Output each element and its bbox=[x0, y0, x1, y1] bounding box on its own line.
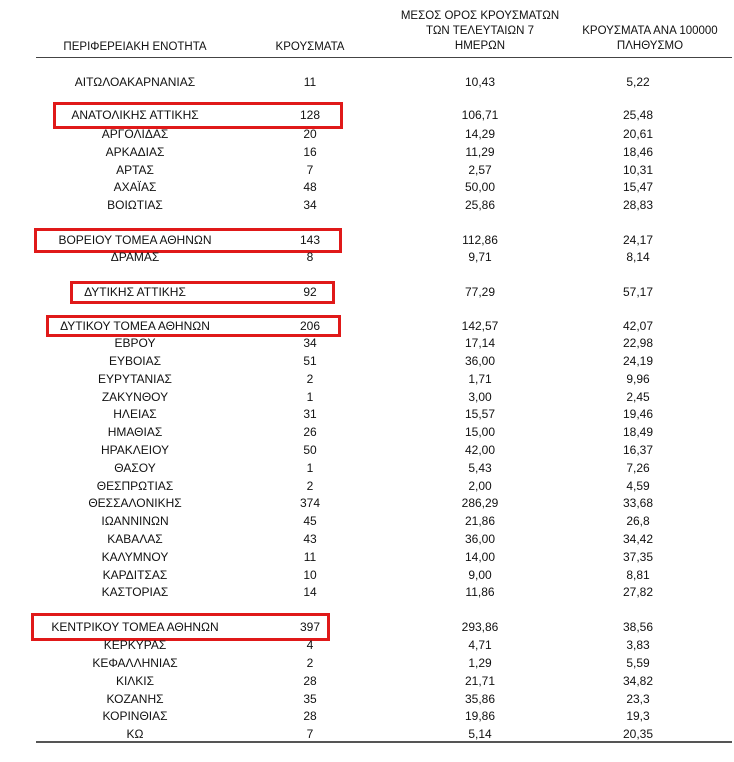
region-name-cell: ΒΟΙΩΤΙΑΣ bbox=[107, 198, 163, 212]
table-row bbox=[0, 370, 734, 388]
per-100000-cell: 18,46 bbox=[622, 145, 654, 159]
region-name-cell: ΕΥΡΥΤΑΝΙΑΣ bbox=[98, 372, 172, 386]
cases-cell: 143 bbox=[299, 233, 321, 247]
cases-cell: 50 bbox=[303, 443, 317, 457]
cases-cell: 14 bbox=[303, 585, 317, 599]
average-cell: 9,00 bbox=[468, 568, 492, 582]
header-7day-average bbox=[385, 9, 575, 54]
table-row bbox=[0, 636, 734, 654]
region-name-cell: ΚΕΦΑΛΛΗΝΙΑΣ bbox=[92, 656, 178, 670]
cases-cell: 128 bbox=[299, 108, 321, 122]
average-cell: 21,71 bbox=[464, 674, 496, 688]
table-row bbox=[0, 125, 734, 143]
per-100000-cell: 28,83 bbox=[622, 198, 654, 212]
header-cases-per-100000 bbox=[560, 24, 734, 54]
region-name-cell: ΘΕΣΣΑΛΟΝΙΚΗΣ bbox=[88, 496, 182, 510]
table-row bbox=[0, 352, 734, 370]
per-100000-cell: 20,35 bbox=[622, 727, 654, 741]
average-cell: 10,43 bbox=[464, 75, 496, 89]
cases-cell: 397 bbox=[299, 620, 321, 634]
average-cell: 17,14 bbox=[464, 336, 496, 350]
table-row bbox=[0, 707, 734, 725]
per-100000-cell: 5,59 bbox=[626, 656, 650, 670]
average-cell: 77,29 bbox=[464, 285, 496, 299]
region-name-cell: ΖΑΚΥΝΘΟΥ bbox=[101, 390, 169, 404]
cases-cell: 11 bbox=[303, 75, 317, 89]
table-row bbox=[0, 441, 734, 459]
average-cell: 15,57 bbox=[464, 407, 496, 421]
region-name-cell: ΔΥΤΙΚΟΥ ΤΟΜΕΑ ΑΘΗΝΩΝ bbox=[60, 319, 210, 333]
table-row bbox=[0, 143, 734, 161]
average-cell: 1,71 bbox=[468, 372, 492, 386]
region-name-cell: ΑΝΑΤΟΛΙΚΗΣ ΑΤΤΙΚΗΣ bbox=[71, 108, 199, 122]
cases-cell: 2 bbox=[306, 372, 314, 386]
per-100000-cell: 2,45 bbox=[626, 390, 650, 404]
per-100000-cell: 20,61 bbox=[622, 127, 654, 141]
average-cell: 15,00 bbox=[464, 425, 496, 439]
cases-cell: 45 bbox=[303, 514, 317, 528]
per-100000-cell: 34,42 bbox=[622, 532, 654, 546]
cases-cell: 374 bbox=[299, 496, 321, 510]
per-100000-cell: 22,98 bbox=[622, 336, 654, 350]
cases-cell: 26 bbox=[303, 425, 317, 439]
average-cell: 25,86 bbox=[464, 198, 496, 212]
cases-cell: 11 bbox=[303, 550, 317, 564]
table-row bbox=[0, 334, 734, 352]
table-row bbox=[0, 196, 734, 214]
per-100000-cell: 57,17 bbox=[622, 285, 654, 299]
average-cell: 293,86 bbox=[461, 620, 499, 634]
table-row bbox=[0, 283, 734, 301]
region-name-cell: ΗΡΑΚΛΕΙΟΥ bbox=[100, 443, 170, 457]
per-100000-cell: 18,49 bbox=[622, 425, 654, 439]
table-row bbox=[0, 690, 734, 708]
average-cell: 1,29 bbox=[468, 656, 492, 670]
cases-cell: 43 bbox=[303, 532, 317, 546]
cases-cell: 8 bbox=[306, 250, 314, 264]
cases-cell: 51 bbox=[303, 354, 317, 368]
average-cell: 11,86 bbox=[465, 585, 495, 599]
table-row bbox=[0, 566, 734, 584]
table-row bbox=[0, 548, 734, 566]
per-100000-cell: 19,3 bbox=[626, 709, 650, 723]
region-name-cell: ΙΩΑΝΝΙΝΩΝ bbox=[101, 514, 169, 528]
region-name-cell: ΚΕΡΚΥΡΑΣ bbox=[103, 638, 167, 652]
cases-cell: 16 bbox=[303, 145, 317, 159]
header-avg-line-2: ΤΩΝ ΤΕΛΕΥΤΑΙΩΝ 7 bbox=[426, 25, 534, 37]
region-name-cell: ΑΙΤΩΛΟΑΚΑΡΝΑΝΙΑΣ bbox=[74, 75, 196, 89]
cases-cell: 7 bbox=[306, 163, 314, 177]
region-name-cell: ΚΑΛΥΜΝΟΥ bbox=[101, 550, 169, 564]
per-100000-cell: 38,56 bbox=[622, 620, 654, 634]
table-bottom-rule bbox=[36, 741, 732, 743]
average-cell: 4,71 bbox=[468, 638, 492, 652]
region-name-cell: ΚΟΡΙΝΘΙΑΣ bbox=[102, 709, 168, 723]
cases-cell: 2 bbox=[306, 479, 314, 493]
average-cell: 36,00 bbox=[464, 354, 496, 368]
average-cell: 2,57 bbox=[468, 163, 492, 177]
average-cell: 3,00 bbox=[468, 390, 492, 404]
average-cell: 11,29 bbox=[465, 145, 495, 159]
average-cell: 14,29 bbox=[464, 127, 496, 141]
region-name-cell: ΒΟΡΕΙΟΥ ΤΟΜΕΑ ΑΘΗΝΩΝ bbox=[58, 233, 212, 247]
table-row bbox=[0, 618, 734, 636]
per-100000-cell: 10,31 bbox=[622, 163, 654, 177]
header-per-line-1: ΚΡΟΥΣΜΑΤΑ ΑΝΑ 100000 bbox=[582, 25, 718, 37]
region-name-cell: ΔΥΤΙΚΗΣ ΑΤΤΙΚΗΣ bbox=[84, 285, 186, 299]
average-cell: 19,86 bbox=[464, 709, 496, 723]
cases-cell: 1 bbox=[306, 461, 314, 475]
cases-cell: 20 bbox=[303, 127, 317, 141]
per-100000-cell: 42,07 bbox=[622, 319, 654, 333]
per-100000-cell: 9,96 bbox=[626, 372, 650, 386]
per-100000-cell: 8,81 bbox=[626, 568, 650, 582]
table-row bbox=[0, 106, 734, 124]
region-name-cell: ΚΙΛΚΙΣ bbox=[115, 674, 155, 688]
header-avg-line-1: ΜΕΣΟΣ ΟΡΟΣ ΚΡΟΥΣΜΑΤΩΝ bbox=[400, 10, 560, 22]
region-name-cell: ΕΒΡΟΥ bbox=[114, 336, 156, 350]
region-name-cell: ΘΕΣΠΡΩΤΙΑΣ bbox=[96, 479, 174, 493]
table-row bbox=[0, 73, 734, 91]
region-name-cell: ΑΧΑΪΑΣ bbox=[113, 180, 157, 194]
per-100000-cell: 7,26 bbox=[626, 461, 650, 475]
cases-cell: 1 bbox=[306, 390, 314, 404]
region-name-cell: ΚΑΣΤΟΡΙΑΣ bbox=[101, 585, 169, 599]
per-100000-cell: 23,3 bbox=[626, 692, 650, 706]
header-divider bbox=[36, 57, 732, 58]
cases-cell: 34 bbox=[303, 198, 317, 212]
header-cases: ΚΡΟΥΣΜΑΤΑ bbox=[275, 41, 345, 53]
region-name-cell: ΚΑΒΑΛΑΣ bbox=[107, 532, 163, 546]
table-row bbox=[0, 477, 734, 495]
per-100000-cell: 19,46 bbox=[622, 407, 654, 421]
average-cell: 50,00 bbox=[464, 180, 496, 194]
per-100000-cell: 26,8 bbox=[626, 514, 650, 528]
cases-cell: 34 bbox=[303, 336, 317, 350]
average-cell: 42,00 bbox=[464, 443, 496, 457]
cases-cell: 31 bbox=[303, 407, 317, 421]
table-row bbox=[0, 512, 734, 530]
region-name-cell: ΔΡΑΜΑΣ bbox=[110, 250, 160, 264]
average-cell: 14,00 bbox=[464, 550, 496, 564]
table-row bbox=[0, 672, 734, 690]
table-row bbox=[0, 583, 734, 601]
cases-cell: 92 bbox=[303, 285, 317, 299]
per-100000-cell: 8,14 bbox=[626, 250, 650, 264]
table-row bbox=[0, 494, 734, 512]
average-cell: 21,86 bbox=[464, 514, 496, 528]
header-avg-line-3: ΗΜΕΡΩΝ bbox=[454, 40, 506, 52]
per-100000-cell: 34,82 bbox=[622, 674, 654, 688]
table-row bbox=[0, 248, 734, 266]
per-100000-cell: 24,19 bbox=[622, 354, 654, 368]
region-name-cell: ΗΛΕΙΑΣ bbox=[113, 407, 157, 421]
cases-cell: 28 bbox=[303, 674, 317, 688]
average-cell: 286,29 bbox=[461, 496, 499, 510]
region-name-cell: ΑΡΚΑΔΙΑΣ bbox=[105, 145, 165, 159]
per-100000-cell: 25,48 bbox=[622, 108, 654, 122]
average-cell: 36,00 bbox=[464, 532, 496, 546]
average-cell: 112,86 bbox=[462, 233, 498, 247]
table-row bbox=[0, 530, 734, 548]
region-name-cell: ΚΟΖΑΝΗΣ bbox=[106, 692, 164, 706]
table-row bbox=[0, 178, 734, 196]
per-100000-cell: 15,47 bbox=[622, 180, 654, 194]
region-name-cell: ΗΜΑΘΙΑΣ bbox=[107, 425, 163, 439]
average-cell: 5,14 bbox=[468, 727, 492, 741]
region-name-cell: ΕΥΒΟΙΑΣ bbox=[108, 354, 162, 368]
cases-cell: 7 bbox=[306, 727, 314, 741]
per-100000-cell: 27,82 bbox=[622, 585, 654, 599]
cases-cell: 2 bbox=[306, 656, 314, 670]
table-row bbox=[0, 654, 734, 672]
region-name-cell: ΑΡΓΟΛΙΔΑΣ bbox=[101, 127, 169, 141]
average-cell: 2,00 bbox=[468, 479, 492, 493]
cases-cell: 4 bbox=[306, 638, 314, 652]
table-row bbox=[0, 459, 734, 477]
table-row bbox=[0, 423, 734, 441]
table-row bbox=[0, 317, 734, 335]
table-row bbox=[0, 161, 734, 179]
per-100000-cell: 5,22 bbox=[626, 75, 650, 89]
region-name-cell: ΚΕΝΤΡΙΚΟΥ ΤΟΜΕΑ ΑΘΗΝΩΝ bbox=[51, 620, 219, 634]
average-cell: 9,71 bbox=[468, 250, 492, 264]
table-row bbox=[0, 231, 734, 249]
region-name-cell: ΑΡΤΑΣ bbox=[116, 163, 154, 177]
average-cell: 35,86 bbox=[464, 692, 496, 706]
per-100000-cell: 37,35 bbox=[622, 550, 654, 564]
per-100000-cell: 3,83 bbox=[626, 638, 650, 652]
cases-cell: 206 bbox=[299, 319, 321, 333]
cases-cell: 35 bbox=[303, 692, 317, 706]
header-per-line-2: ΠΛΗΘΥΣΜΟ bbox=[616, 40, 684, 52]
per-100000-cell: 16,37 bbox=[622, 443, 654, 457]
average-cell: 106,71 bbox=[461, 108, 499, 122]
cases-cell: 48 bbox=[303, 180, 317, 194]
region-name-cell: ΚΩ bbox=[126, 727, 144, 741]
region-name-cell: ΘΑΣΟΥ bbox=[114, 461, 156, 475]
per-100000-cell: 4,59 bbox=[626, 479, 650, 493]
cases-cell: 28 bbox=[303, 709, 317, 723]
table-row bbox=[0, 405, 734, 423]
per-100000-cell: 24,17 bbox=[622, 233, 654, 247]
region-name-cell: ΚΑΡΔΙΤΣΑΣ bbox=[102, 568, 168, 582]
header-region: ΠΕΡΙΦΕΡΕΙΑΚΗ ΕΝΟΤΗΤΑ bbox=[63, 41, 207, 53]
per-100000-cell: 33,68 bbox=[622, 496, 654, 510]
cases-cell: 10 bbox=[303, 568, 317, 582]
average-cell: 5,43 bbox=[468, 461, 492, 475]
table-row bbox=[0, 388, 734, 406]
average-cell: 142,57 bbox=[461, 319, 499, 333]
